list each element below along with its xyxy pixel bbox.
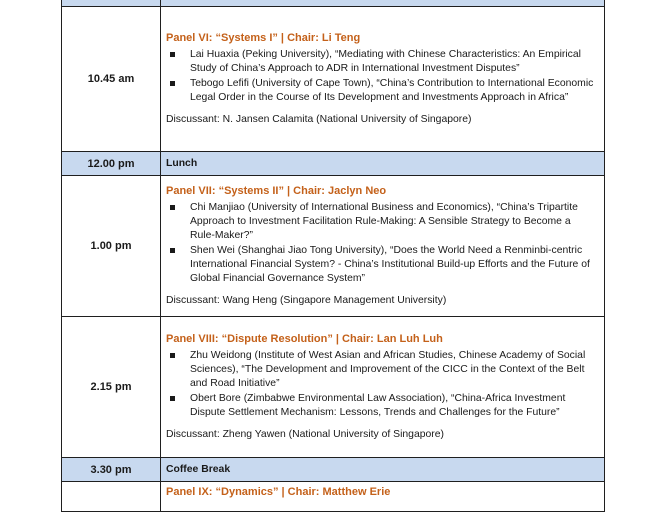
time-cell: 3.30 pm [62,458,161,482]
schedule-row-panel-viii [62,317,605,458]
conference-schedule-table [61,0,605,512]
bullet-icon [170,81,175,86]
session-cell [161,482,605,512]
paper-text: Chi Manjiao (University of International Business and Economics), “China’s Tripartite Approach to Investment Facilitation Rule-Making: A Sensible Strategy to Become a Rule-Maker?” [190,201,578,241]
panel-title: Panel VII: “Systems II” | Chair: Jaclyn Neo [166,184,387,197]
bullet-icon [170,396,175,401]
paper-list [166,201,598,286]
break-label: Coffee Break [161,458,605,482]
schedule-row-lunch [62,152,605,176]
time-cell: 2.15 pm [62,317,161,458]
panel-title: Panel IX: “Dynamics” | Chair: Matthew Erie [166,486,391,498]
discussant: Discussant: N. Jansen Calamita (National University of Singapore) [166,113,472,125]
time-cell: 10.45 am [62,7,161,152]
time-cell: 1.00 pm [62,176,161,317]
schedule-row-panel-ix [62,482,605,512]
paper-item [166,201,598,243]
paper-item [166,77,598,105]
session-cell [161,317,605,458]
break-label: Lunch [161,152,605,176]
session-cell [161,176,605,317]
paper-list [166,349,598,420]
schedule-row-coffee-break [62,458,605,482]
panel-title: Panel VI: “Systems I” | Chair: Li Teng [166,31,361,44]
paper-text: Obert Bore (Zimbabwe Environmental Law Association), “China-Africa Investment Dispute Settlement Mechanism: Lessons, Trends and Challenges for the Future” [190,392,566,418]
paper-item [166,349,598,391]
bullet-icon [170,52,175,57]
time-cell: 12.00 pm [62,152,161,176]
time-cell [62,482,161,512]
discussant: Discussant: Wang Heng (Singapore Management University) [166,294,447,306]
paper-text: Zhu Weidong (Institute of West Asian and African Studies, Chinese Academy of Social Sciences), “The Development and Improvement of the CICC in the Context of the Belt and Road Initiative” [190,349,586,389]
discussant: Discussant: Zheng Yawen (National University of Singapore) [166,428,444,440]
paper-text: Tebogo Lefifi (University of Cape Town), “China’s Contribution to International Economic Legal Order in the Course of Its Development and Investments Approach in Africa” [190,77,594,103]
paper-item [166,244,598,286]
paper-list [166,48,598,105]
paper-text: Shen Wei (Shanghai Jiao Tong University), “Does the World Need a Renminbi-centric International Financial System? - China’s Institutional Build-up Efforts and the Future of Global Financial Governance System” [190,244,590,284]
paper-text: Lai Huaxia (Peking University), “Mediating with Chinese Characteristics: An Empirical Study of China’s Approach to ADR in International Investment Disputes” [190,48,581,74]
paper-item [166,48,598,76]
bullet-icon [170,205,175,210]
paper-item [166,392,598,420]
bullet-icon [170,248,175,253]
schedule-row-panel-vii [62,176,605,317]
schedule-row-panel-vi [62,7,605,152]
panel-title: Panel VIII: “Dispute Resolution” | Chair: Lan Luh Luh [166,332,443,345]
bullet-icon [170,353,175,358]
session-cell [161,7,605,152]
